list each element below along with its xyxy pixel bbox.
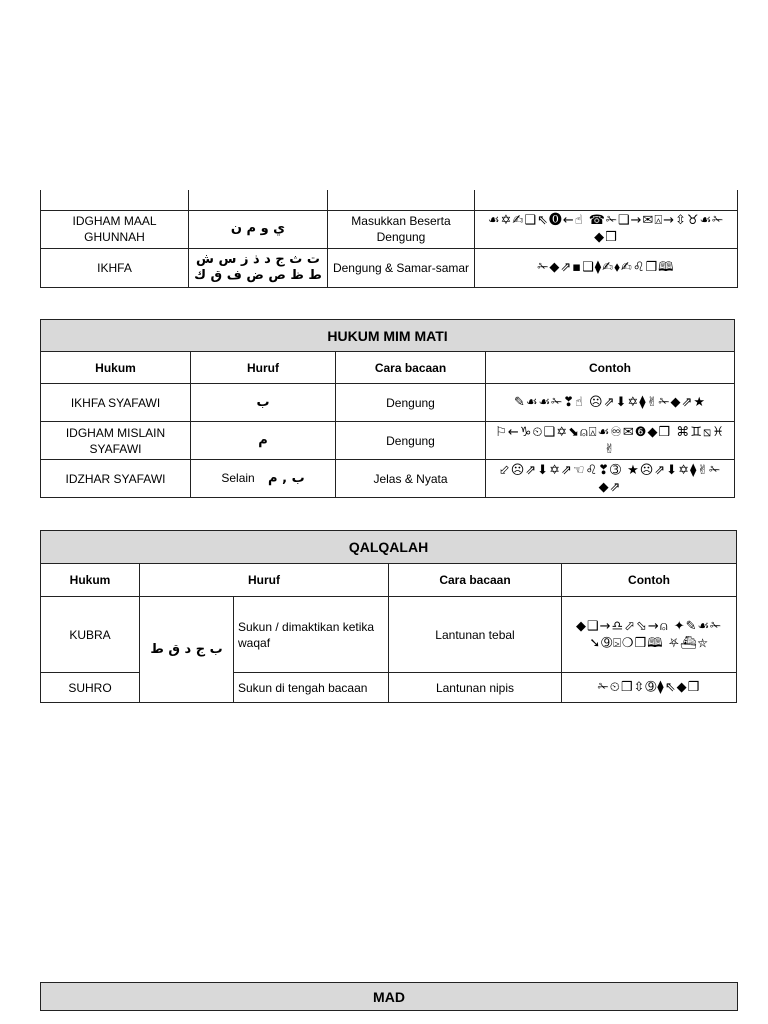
keterangan-cell: Sukun / dimaktikan ketika waqaf xyxy=(234,597,389,673)
huruf-cell: ت ث ج د ذ ز س ش ط ظ ص ض ف ق ك xyxy=(189,248,328,287)
mim-mati-table xyxy=(40,319,735,498)
cara-cell: Jelas & Nyata xyxy=(336,460,486,498)
huruf-cell xyxy=(191,460,336,498)
huruf-prefix: Selain xyxy=(221,471,255,485)
table-row xyxy=(41,460,735,498)
qalqalah-table xyxy=(40,530,737,703)
header-hukum: Hukum xyxy=(41,564,140,597)
cara-cell: Dengung xyxy=(336,422,486,460)
contoh-cell: ⬃☹⇗⬇✡⇗☜♌❣➂ ★☹⇗⬇✡⧫✌✁◆⇗ xyxy=(486,460,735,498)
table-row xyxy=(41,597,737,673)
table-row xyxy=(41,210,738,248)
contoh-cell: ✁⏲❒⇳➈⧫⇖◆❒ xyxy=(562,673,737,703)
header-row xyxy=(41,564,737,597)
table-row xyxy=(41,248,738,287)
section-title: MAD xyxy=(41,983,738,1011)
table-row xyxy=(41,384,735,422)
nun-mati-table xyxy=(40,190,738,288)
table-title-row xyxy=(41,531,737,564)
hukum-cell: SUHRO xyxy=(41,673,140,703)
hukum-cell: IKHFA xyxy=(41,248,189,287)
cara-cell: Lantunan tebal xyxy=(389,597,562,673)
hukum-cell xyxy=(41,190,189,210)
table-title-row xyxy=(41,983,738,1011)
header-row xyxy=(41,352,735,384)
cara-cell: Dengung xyxy=(336,384,486,422)
contoh-cell: ◆❑→♎⬀⬂→⍝ ✦✎☙✁ ➘➈⍄❍❒🕮 ⛧⛴⛥ xyxy=(562,597,737,673)
header-contoh: Contoh xyxy=(562,564,737,597)
mad-table xyxy=(40,982,738,1011)
huruf-cell: ب xyxy=(191,384,336,422)
huruf-letters: ب , م xyxy=(268,471,305,486)
hukum-cell: IDGHAM MISLAIN SYAFAWI xyxy=(41,422,191,460)
hukum-cell: IKHFA SYAFAWI xyxy=(41,384,191,422)
cara-cell: Dengung & Samar-samar xyxy=(328,248,475,287)
header-cara: Cara bacaan xyxy=(389,564,562,597)
header-huruf: Huruf xyxy=(140,564,389,597)
table-title-row xyxy=(41,320,735,352)
hukum-cell: KUBRA xyxy=(41,597,140,673)
contoh-cell xyxy=(475,190,738,210)
header-cara: Cara bacaan xyxy=(336,352,486,384)
hukum-cell: IDGHAM MAAL GHUNNAH xyxy=(41,210,189,248)
contoh-cell: ⚐←♑⏲❑✡⬊⍝⍓☙♾✉❻◆❒ ⌘♊⧅♓✌ xyxy=(486,422,735,460)
huruf-cell: م xyxy=(191,422,336,460)
cara-cell: Lantunan nipis xyxy=(389,673,562,703)
contoh-cell: ✁◆⇗▪❑⧫✍⬧✍♌❒🕮 xyxy=(475,248,738,287)
cara-cell: Masukkan Beserta Dengung xyxy=(328,210,475,248)
header-hukum: Hukum xyxy=(41,352,191,384)
table-row xyxy=(41,422,735,460)
huruf-cell xyxy=(189,190,328,210)
section-title: HUKUM MIM MATI xyxy=(41,320,735,352)
hukum-cell: IDZHAR SYAFAWI xyxy=(41,460,191,498)
contoh-cell: ☙✡✍❑⇖⓿←☝ ☎✁❑→✉⍓→⇳♉☙✁◆❒ xyxy=(475,210,738,248)
contoh-cell: ✎☙☙✁❣☝ ☹⇗⬇✡⧫✌✁◆⇗★ xyxy=(486,384,735,422)
section-title: QALQALAH xyxy=(41,531,737,564)
header-huruf: Huruf xyxy=(191,352,336,384)
header-contoh: Contoh xyxy=(486,352,735,384)
cara-cell xyxy=(328,190,475,210)
table-row xyxy=(41,190,738,210)
huruf-cell: ي و م ن xyxy=(189,210,328,248)
keterangan-cell: Sukun di tengah bacaan xyxy=(234,673,389,703)
huruf-cell: ب ج د ق ط xyxy=(140,597,234,703)
